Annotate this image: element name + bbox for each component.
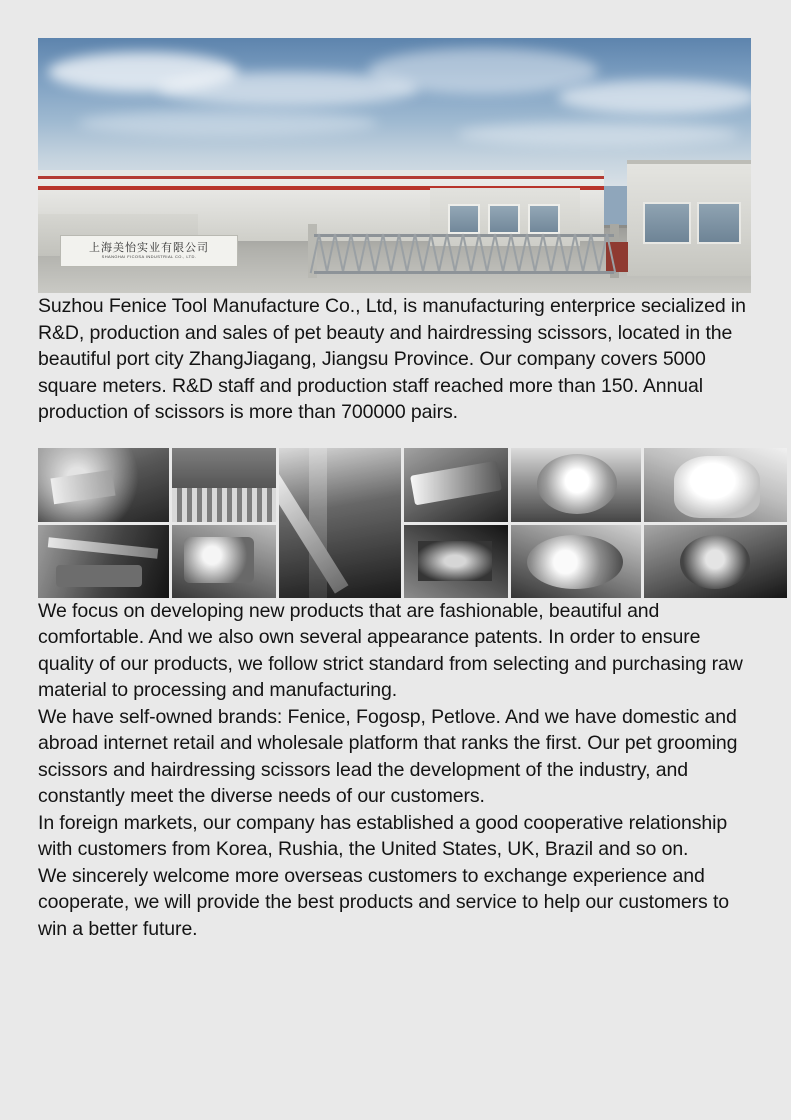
collage-photo-scissor-inspection [404,525,508,598]
signboard-english-text: SHANGHAI FICOSA INDUSTRIAL CO., LTD. [101,254,197,259]
collage-column [172,448,276,598]
collage-photo-workshop-grinding [38,448,169,522]
paragraph-foreign-markets: In foreign markets, our company has established a good cooperative relationship with customers from Korea, Rushia, the United States, UK, Brazil and so on. [38,811,728,860]
collage-column [644,448,787,598]
window [528,204,560,234]
collage-photo-hand-polishing [511,448,641,522]
cloud-shape [458,122,738,146]
production-photo-collage [38,448,751,598]
collage-photo-workshop-assembly [38,525,169,598]
cloud-shape [78,110,378,136]
paragraph-welcome: We sincerely welcome more overseas customers to exchange experience and cooperate, we will provide the best products and service to help our customers to win a better future. [38,864,730,940]
window [697,202,741,244]
collage-column [38,448,169,598]
collage-photo-machine-line [172,448,276,522]
cloud-shape [558,80,751,114]
right-building [627,160,751,276]
signboard-chinese-text: 上海美怡实业有限公司 [89,242,209,254]
cloud-shape [368,48,598,94]
retractable-gate [314,234,614,274]
collage-photo-hand-grinding [511,525,641,598]
window [643,202,691,244]
collage-photo-machine-detail [172,525,276,598]
window [488,204,520,234]
company-signboard [60,235,238,267]
collage-photo-hand-finishing [644,448,787,522]
collage-photo-machine-tall [279,448,401,598]
paragraph-product-development: We focus on developing new products that are fashionable, beautiful and comfortable. And we also own several appearance patents. In order to ensure quality of our products, we follow strict standard from selecting and purchasing raw material to processing and manufacturing. [38,599,743,701]
collage-photo-hand-detail [644,525,787,598]
collage-column [511,448,641,598]
window [448,204,480,234]
roof-line [38,170,604,176]
paragraph-company-intro: Suzhou Fenice Tool Manufacture Co., Ltd, is manufacturing enterprice secialized in R&D, production and sales of pet beauty and hairdressing scissors, located in the beautiful port city ZhangJiagang, Jiangsu Province. Our company covers 5000 square meters. R&D staff and production staff reached more than 150. Annual production of scissors is more than 700000 pairs. [38,295,746,423]
collage-column [404,448,508,598]
paragraph-brands: We have self-owned brands: Fenice, Fogosp, Petlove. And we have domestic and abroad internet retail and wholesale platform that ranks the first. Our pet grooming scissors and hairdressing scissors lead the development of the industry, and constantly meet the diverse needs of our customers. [38,705,738,807]
collage-column [279,448,401,598]
factory-exterior-photo [38,38,751,293]
collage-photo-scissor-polishing [404,448,508,522]
